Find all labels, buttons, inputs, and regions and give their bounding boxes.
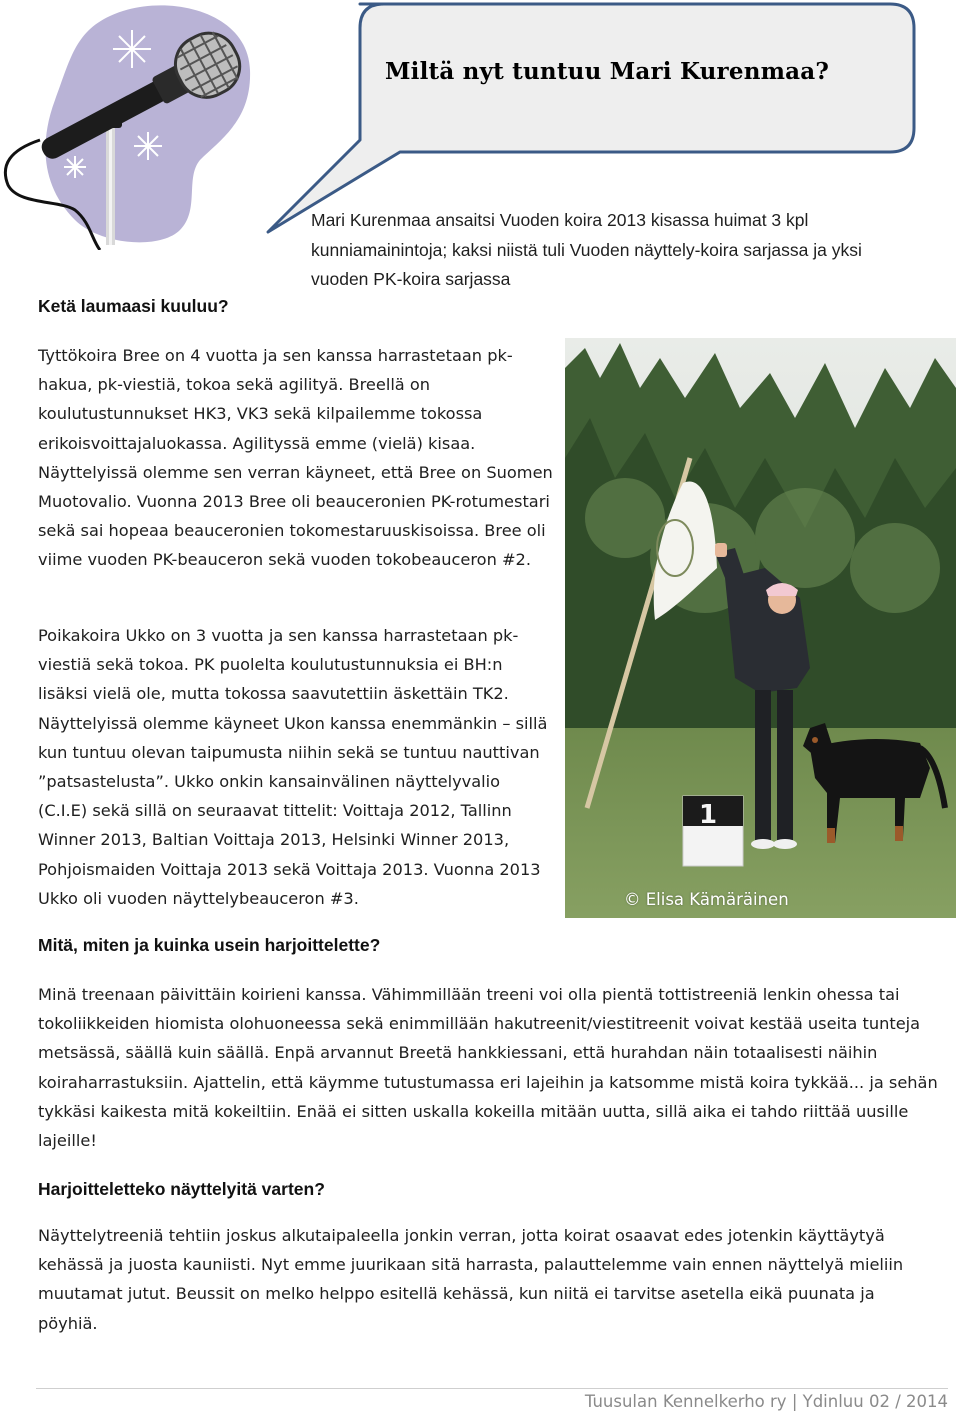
question-heading: Ketä laumaasi kuuluu? [38,296,229,316]
ukko-paragraph: Poikakoira Ukko on 3 vuotta ja sen kanssa harrastetaan pk-viestiä sekä tokoa. PK puolelta koulutustunnuksia ei BH:n lisäksi vielä ole, mutta tokossa saavutettiin äskettäin TK2. Näyttelyissä olemme käyneet Ukon kanssa enemmänkin – sillä kun tuntuu olevan taipumusta niihin sekä se tuntuu nauttivan ”patsastelusta”. Ukko onkin kansainvälinen näyttelyvalio (C.I.E) sekä sillä on seuraavat tittelit: Voittaja 2012, Tallinn Winner 2013, Baltian Voittaja 2013, Helsinki Winner 2013, Pohjoismaiden Voittaja 2013 sekä Voittaja 2013. Vuonna 2013 Ukko oli vuoden näyttelybeauceron #3. [38,626,548,908]
answer-paragraph [38,980,938,1155]
question-heading: Harjoitteletteko näyttelyitä varten? [38,1179,325,1199]
footer-divider [36,1388,948,1389]
intro-text: Mari Kurenmaa ansaitsi Vuoden koira 2013 kisassa huimat 3 kpl kunniamainintoja; kaksi niistä tuli Vuoden näyttely-koira sarjassa ja yksi vuoden PK-koira sarjassa [311,210,862,289]
answer-paragraph [38,1221,938,1338]
photo-credit: © Elisa Kämäräinen [624,890,789,909]
page-footer: Tuusulan Kennelkerho ry | Ydinluu 02 / 2014 [584,1392,948,1411]
answer-paragraph [38,621,553,913]
question-heading: Mitä, miten ja kuinka usein harjoittelette? [38,935,381,955]
bree-paragraph: Tyttökoira Bree on 4 vuotta ja sen kanssa harrastetaan pk-hakua, pk-viestiä, tokoa sekä agilityä. Breellä on koulutustunnukset HK3, VK3 sekä kilpailemme tokossa erikoisvoittajaluokassa. Agilityssä emme (vielä) kisaa. Näyttelyissä olemme sen verran käyneet, että Bree on Suomen Muotovalio. Vuonna 2013 Bree oli beauceronien PK-rotumestari sekä sai hopeaa beauceronien tokomestaruuskisoissa. Bree oli viime vuoden PK-beauceron sekä vuoden tokobeauceron #2. [38,346,553,570]
answer-paragraph [38,341,553,575]
dog-show-photo [565,338,956,918]
podium [683,796,743,866]
show-training-paragraph: Näyttelytreeniä tehtiin joskus alkutaipaleella jonkin verran, jotta koirat osaavat edes jotenkin käyttäytyä kehässä ja juosta kauniisti. Nyt emme juurikaan sitä harrasta, palauttelemme vain ennen näyttelyä mieliin muutamat jutut. Beussit on melko helppo esitellä kehässä, kun niitä ei tarvitse asetella eikä puunata ja pöyhiä. [38,1226,904,1333]
training-paragraph: Minä treenaan päivittäin koirieni kanssa. Vähimmillään treeni voi olla pientä tottistreeniä lenkin ohessa tai tokoliikkeiden hiomista olohuoneessa sekä enimmillään hakutreenit/viestitreenit voivat kestää useita tunteja metsässä, säällä kuin säällä. Enpä arvannut Breetä hankkiessani, että hurahdan näin totaalisesti näihin koiraharrastuksiin. Ajattelin, että käymme tutustumassa eri lajeihin ja katsomme mistä koira tykkää... ja sehän tykkäsi kaikesta mitä kokeiltiin. Enää ei sitten uskalla kokeilla mitään uutta, sillä aika ei tahdo riittää uusille lajeille! [38,985,938,1151]
microphone-illustration [0,0,260,250]
podium-number: 1 [699,800,718,830]
speech-bubble [250,0,920,240]
page-title: Miltä nyt tuntuu Mari Kurenmaa? [385,58,830,85]
